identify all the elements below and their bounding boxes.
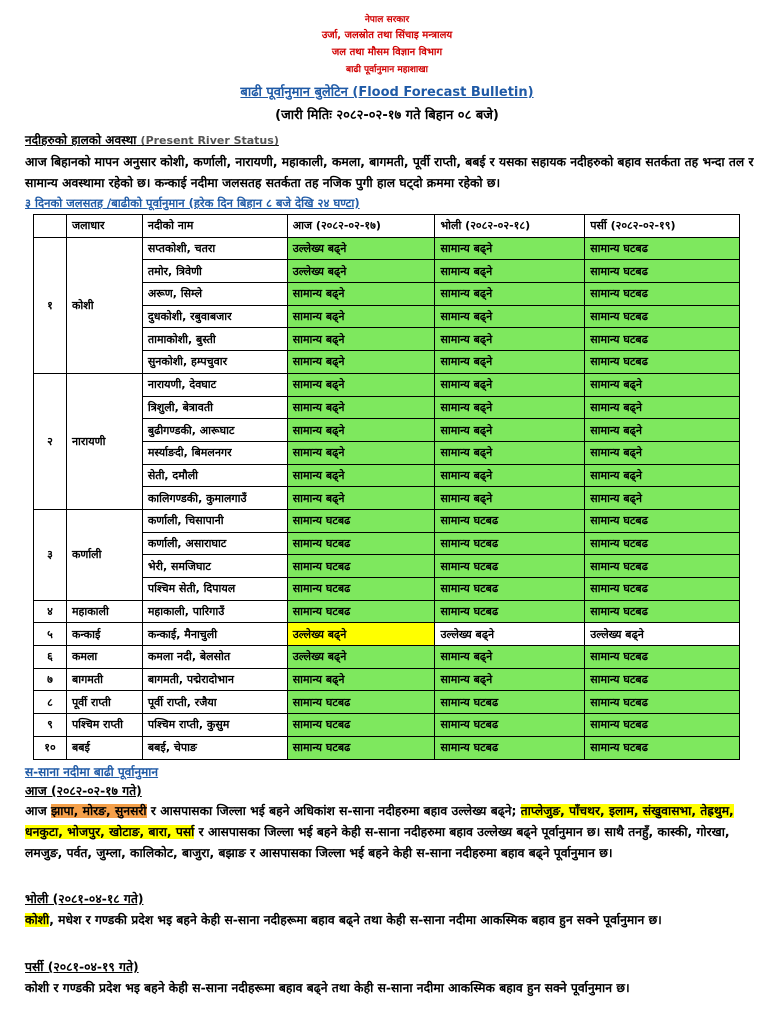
small-rivers-heading: स-साना नदीमा बाढी पूर्वानुमान bbox=[25, 765, 159, 779]
river-station: दुधकोशी, रबुवाबजार bbox=[142, 305, 287, 328]
river-station: पूर्वी राप्ती, रजैया bbox=[142, 691, 287, 714]
basin-number: २ bbox=[34, 373, 67, 509]
forecast-day-after: सामान्य घटबढ bbox=[585, 305, 740, 328]
forecast-day-after: सामान्य घटबढ bbox=[585, 555, 740, 578]
govt-name: नेपाल सरकार bbox=[364, 15, 410, 25]
basin-number: १० bbox=[34, 736, 67, 759]
basin-name: कमला bbox=[66, 646, 142, 669]
river-station: कमला नदी, बेलसोत bbox=[142, 646, 287, 669]
forecast-today: उल्लेख्य बढ्ने bbox=[287, 623, 435, 646]
forecast-table bbox=[33, 214, 740, 760]
forecast-today: सामान्य घटबढ bbox=[287, 578, 435, 601]
forecast-tomorrow: सामान्य बढ्ने bbox=[435, 646, 585, 669]
forecast-today: सामान्य घटबढ bbox=[287, 555, 435, 578]
forecast-tomorrow: सामान्य घटबढ bbox=[435, 555, 585, 578]
division-name: बाढी पूर्वानुमान महाशाखा bbox=[346, 65, 428, 75]
basin-number: ८ bbox=[34, 691, 67, 714]
river-station: पश्चिम राप्ती, कुसुम bbox=[142, 714, 287, 737]
river-station: मर्स्याङदी, बिमलनगर bbox=[142, 441, 287, 464]
day-after-label: पर्सी (२०८१-०४-१९ गते) bbox=[25, 960, 139, 974]
river-station: तामाकोशी, बुस्ती bbox=[142, 328, 287, 351]
basin-name: कन्काई bbox=[66, 623, 142, 646]
bulletin-title: बाढी पूर्वानुमान बुलेटिन (Flood Forecast Bulletin) bbox=[240, 85, 534, 100]
forecast-today: सामान्य बढ्ने bbox=[287, 305, 435, 328]
forecast-today: सामान्य बढ्ने bbox=[287, 373, 435, 396]
table-row bbox=[34, 237, 740, 260]
river-station: सप्तकोशी, चतरा bbox=[142, 237, 287, 260]
table-row bbox=[34, 600, 740, 623]
forecast-day-after: सामान्य घटबढ bbox=[585, 691, 740, 714]
forecast-today: सामान्य घटबढ bbox=[287, 532, 435, 555]
present-status-heading-np: नदीहरुको हालको अवस्था bbox=[25, 133, 137, 147]
tomorrow-highlight: कोशी bbox=[25, 913, 50, 927]
forecast-day-after: सामान्य घटबढ bbox=[585, 532, 740, 555]
forecast-tomorrow: सामान्य बढ्ने bbox=[435, 237, 585, 260]
forecast-today: सामान्य घटबढ bbox=[287, 714, 435, 737]
col-header-no bbox=[34, 215, 67, 238]
forecast-day-after: सामान्य घटबढ bbox=[585, 509, 740, 532]
forecast-today: सामान्य बढ्ने bbox=[287, 351, 435, 374]
forecast-day-after: सामान्य घटबढ bbox=[585, 714, 740, 737]
present-status-heading-en: (Present River Status) bbox=[140, 134, 279, 147]
forecast-today: सामान्य बढ्ने bbox=[287, 396, 435, 419]
forecast-day-after: सामान्य बढ्ने bbox=[585, 441, 740, 464]
table-row bbox=[34, 736, 740, 759]
forecast-table-body bbox=[34, 237, 740, 759]
department-name: जल तथा मौसम विज्ञान विभाग bbox=[331, 47, 443, 58]
today-mid: र आसपासका जिल्ला भई बहने अधिकांश स-साना नदीहरुमा बहाव उल्लेख्य बढ्ने; bbox=[146, 804, 521, 818]
forecast-heading: ३ दिनको जलसतह /बाढीको पूर्वानुमान (हरेक दिन बिहान ८ बजे देखि २४ घण्टा) bbox=[25, 196, 360, 210]
forecast-today: उल्लेख्य बढ्ने bbox=[287, 237, 435, 260]
forecast-tomorrow: सामान्य बढ्ने bbox=[435, 260, 585, 283]
forecast-tomorrow: सामान्य बढ्ने bbox=[435, 487, 585, 510]
table-row bbox=[34, 668, 740, 691]
forecast-tomorrow: सामान्य बढ्ने bbox=[435, 328, 585, 351]
forecast-today: सामान्य बढ्ने bbox=[287, 328, 435, 351]
forecast-day-after: सामान्य घटबढ bbox=[585, 260, 740, 283]
forecast-today: सामान्य घटबढ bbox=[287, 509, 435, 532]
forecast-today: उल्लेख्य बढ्ने bbox=[287, 260, 435, 283]
today-highlight-orange: झापा, मोरङ, सुनसरी bbox=[50, 804, 147, 818]
basin-name: कोशी bbox=[66, 237, 142, 373]
forecast-tomorrow: सामान्य बढ्ने bbox=[435, 305, 585, 328]
basin-name: बागमती bbox=[66, 668, 142, 691]
table-row bbox=[34, 691, 740, 714]
today-forecast-text bbox=[25, 801, 760, 864]
forecast-tomorrow: सामान्य बढ्ने bbox=[435, 668, 585, 691]
forecast-tomorrow: सामान्य घटबढ bbox=[435, 714, 585, 737]
forecast-tomorrow: उल्लेख्य बढ्ने bbox=[435, 623, 585, 646]
forecast-day-after: उल्लेख्य बढ्ने bbox=[585, 623, 740, 646]
forecast-tomorrow: सामान्य बढ्ने bbox=[435, 283, 585, 306]
forecast-today: उल्लेख्य बढ्ने bbox=[287, 646, 435, 669]
tomorrow-forecast-text bbox=[25, 910, 760, 931]
table-row bbox=[34, 623, 740, 646]
forecast-tomorrow: सामान्य बढ्ने bbox=[435, 441, 585, 464]
basin-number: ४ bbox=[34, 600, 67, 623]
river-station: अरूण, सिम्ले bbox=[142, 283, 287, 306]
river-station: बुढीगण्डकी, आरूघाट bbox=[142, 419, 287, 442]
forecast-tomorrow: सामान्य बढ्ने bbox=[435, 464, 585, 487]
today-post: र आसपासका जिल्ला भई बहने केही स-साना नदीहरुमा बहाव उल्लेख्य बढ्ने पूर्वानुमान छ। साथै तनहुँ, कास्की, गोरखा, लमजुङ, पर्वत, जुम्ला, कालिकोट, बाजुरा, बझाङ र आसपासका जिल्ला भई बहने केही स-साना नदीहरुमा बहाव बढ्ने पूर्वानुमान छ। bbox=[25, 825, 730, 860]
basin-name: पूर्वी राप्ती bbox=[66, 691, 142, 714]
col-header-basin: जलाधार bbox=[66, 215, 142, 238]
forecast-tomorrow: सामान्य घटबढ bbox=[435, 691, 585, 714]
forecast-day-after: सामान्य घटबढ bbox=[585, 646, 740, 669]
forecast-day-after: सामान्य घटबढ bbox=[585, 668, 740, 691]
forecast-tomorrow: सामान्य बढ्ने bbox=[435, 396, 585, 419]
basin-number: ३ bbox=[34, 509, 67, 600]
forecast-today: सामान्य बढ्ने bbox=[287, 283, 435, 306]
tomorrow-text: , मधेश र गण्डकी प्रदेश भइ बहने केही स-साना नदीहरूमा बहाव बढ्ने तथा केही स-साना नदीमा आकस्मिक बहाव हुन सक्ने पूर्वानुमान छ। bbox=[49, 913, 662, 927]
forecast-day-after: सामान्य घटबढ bbox=[585, 328, 740, 351]
river-station: त्रिशुली, बेत्रावती bbox=[142, 396, 287, 419]
today-highlight-yellow: ताप्लेजुङ, पाँचथर, इलाम, संखुवासभा, तेह्रथुम, धनकुटा, भोजपुर, खोटाङ, बारा, पर्सा bbox=[25, 804, 734, 839]
forecast-today: सामान्य घटबढ bbox=[287, 691, 435, 714]
basin-name: बबई bbox=[66, 736, 142, 759]
forecast-table-header bbox=[34, 215, 740, 238]
table-row bbox=[34, 373, 740, 396]
today-label: आज (२०८२-०२-१७ गते) bbox=[25, 784, 142, 798]
issue-date: (जारी मितिः २०८२-०२-१७ गते बिहान ०८ बजे) bbox=[275, 108, 499, 123]
forecast-today: सामान्य बढ्ने bbox=[287, 487, 435, 510]
basin-name: कर्णाली bbox=[66, 509, 142, 600]
forecast-today: सामान्य बढ्ने bbox=[287, 419, 435, 442]
river-station: भेरी, समजिघाट bbox=[142, 555, 287, 578]
forecast-day-after: सामान्य बढ्ने bbox=[585, 419, 740, 442]
river-station: कन्काई, मैनाचुली bbox=[142, 623, 287, 646]
tomorrow-label: भोली (२०८१-०४-१८ गते) bbox=[25, 892, 144, 906]
day-after-forecast-text: कोशी र गण्डकी प्रदेश भइ बहने केही स-साना नदीहरूमा बहाव बढ्ने तथा केही स-साना नदीमा आकस्मिक बहाव हुन सक्ने पूर्वानुमान छ। bbox=[25, 981, 630, 995]
table-row bbox=[34, 509, 740, 532]
forecast-tomorrow: सामान्य बढ्ने bbox=[435, 351, 585, 374]
table-row bbox=[34, 646, 740, 669]
present-status-heading bbox=[25, 131, 279, 148]
river-station: कालिगण्डकी, कुमालगाउँ bbox=[142, 487, 287, 510]
forecast-day-after: सामान्य बढ्ने bbox=[585, 396, 740, 419]
today-pre: आज bbox=[25, 804, 51, 818]
basin-name: नारायणी bbox=[66, 373, 142, 509]
forecast-tomorrow: सामान्य घटबढ bbox=[435, 600, 585, 623]
forecast-tomorrow: सामान्य बढ्ने bbox=[435, 373, 585, 396]
river-station: तमोर, त्रिवेणी bbox=[142, 260, 287, 283]
ministry-name: उर्जा, जलस्रोत तथा सिंचाइ मन्त्रालय bbox=[321, 30, 453, 41]
forecast-tomorrow: सामान्य घटबढ bbox=[435, 532, 585, 555]
forecast-day-after: सामान्य घटबढ bbox=[585, 578, 740, 601]
forecast-day-after: सामान्य बढ्ने bbox=[585, 373, 740, 396]
forecast-today: सामान्य घटबढ bbox=[287, 600, 435, 623]
forecast-tomorrow: सामान्य बढ्ने bbox=[435, 419, 585, 442]
river-station: सेती, दमौली bbox=[142, 464, 287, 487]
river-station: बबई, चेपाङ bbox=[142, 736, 287, 759]
river-station: सुनकोशी, हम्पचुवार bbox=[142, 351, 287, 374]
river-station: नारायणी, देवघाट bbox=[142, 373, 287, 396]
forecast-tomorrow: सामान्य घटबढ bbox=[435, 578, 585, 601]
river-station: कर्णाली, असाराघाट bbox=[142, 532, 287, 555]
basin-number: ६ bbox=[34, 646, 67, 669]
basin-number: ७ bbox=[34, 668, 67, 691]
col-header-river: नदीको नाम bbox=[142, 215, 287, 238]
forecast-today: सामान्य बढ्ने bbox=[287, 464, 435, 487]
forecast-today: सामान्य बढ्ने bbox=[287, 668, 435, 691]
river-station: कर्णाली, चिसापानी bbox=[142, 509, 287, 532]
forecast-today: सामान्य बढ्ने bbox=[287, 441, 435, 464]
forecast-day-after: सामान्य घटबढ bbox=[585, 736, 740, 759]
forecast-tomorrow: सामान्य घटबढ bbox=[435, 509, 585, 532]
river-station: बागमती, पद्मेरादोभान bbox=[142, 668, 287, 691]
basin-number: ९ bbox=[34, 714, 67, 737]
col-header-day-after: पर्सी (२०८२-०२-१९) bbox=[585, 215, 740, 238]
basin-number: १ bbox=[34, 237, 67, 373]
col-header-tomorrow: भोली (२०८२-०२-१८) bbox=[435, 215, 585, 238]
basin-number: ५ bbox=[34, 623, 67, 646]
col-header-today: आज (२०८२-०२-१७) bbox=[287, 215, 435, 238]
basin-name: महाकाली bbox=[66, 600, 142, 623]
river-station: महाकाली, पारिगाउँ bbox=[142, 600, 287, 623]
forecast-day-after: सामान्य घटबढ bbox=[585, 351, 740, 374]
river-station: पश्चिम सेती, दिपायल bbox=[142, 578, 287, 601]
forecast-tomorrow: सामान्य घटबढ bbox=[435, 736, 585, 759]
table-row bbox=[34, 714, 740, 737]
forecast-today: सामान्य घटबढ bbox=[287, 736, 435, 759]
basin-name: पश्चिम राप्ती bbox=[66, 714, 142, 737]
forecast-day-after: सामान्य बढ्ने bbox=[585, 487, 740, 510]
present-status-text: आज बिहानको मापन अनुसार कोशी, कर्णाली, नारायणी, महाकाली, कमला, बागमती, पूर्वी राप्ती, बबई र यसका सहायक नदीहरुको बहाव सतर्कता तह भन्दा तल र सामान्य अवस्थामा रहेको छ। कन्काई नदीमा जलसतह सतर्कता तह नजिक पुगी हाल घट्दो क्रममा रहेको छ। bbox=[25, 155, 754, 190]
forecast-day-after: सामान्य घटबढ bbox=[585, 600, 740, 623]
forecast-day-after: सामान्य घटबढ bbox=[585, 283, 740, 306]
forecast-day-after: सामान्य घटबढ bbox=[585, 237, 740, 260]
forecast-day-after: सामान्य बढ्ने bbox=[585, 464, 740, 487]
